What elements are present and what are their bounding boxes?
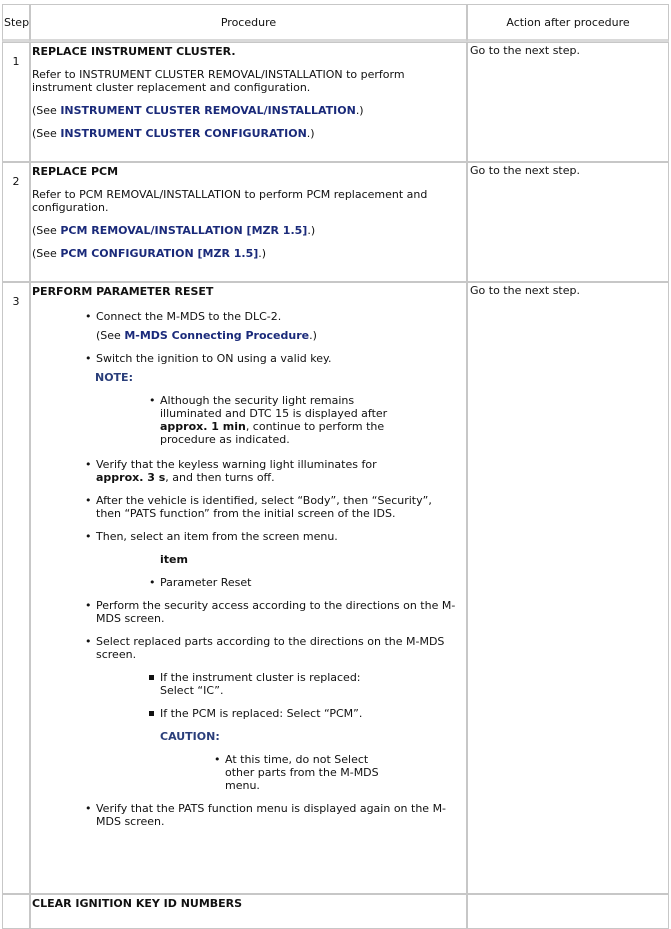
list-item: • Perform the security access according to the directions on the M-MDS screen. <box>85 599 456 625</box>
procedure-list <box>32 352 460 365</box>
bullet-icon: • <box>85 494 92 507</box>
bullet-icon: • <box>149 394 156 407</box>
see-reference: (See PCM CONFIGURATION [MZR 1.5].) <box>32 247 267 260</box>
bullet-icon: • <box>85 599 92 612</box>
action-cell: Go to the next step. <box>467 282 669 894</box>
bullet-icon: • <box>85 310 92 323</box>
list-item: • Verify that the PATS function menu is displayed again on the M-MDS screen. <box>85 802 447 828</box>
table-row <box>2 282 669 894</box>
list-item: • After the vehicle is identified, select “Body”, then “Security”, then “PATS function” from the initial screen of the IDS. <box>85 494 432 520</box>
square-bullet-icon <box>149 675 154 680</box>
list-item: • Select replaced parts according to the directions on the M-MDS screen. <box>85 635 445 661</box>
reference-link[interactable]: PCM REMOVAL/INSTALLATION [MZR 1.5] <box>60 224 308 237</box>
procedure-list <box>32 599 460 661</box>
reference-link[interactable]: M-MDS Connecting Procedure <box>124 329 310 342</box>
step-text: Refer to INSTRUMENT CLUSTER REMOVAL/INSTALLATION to perform instrument cluster replacement and configuration. <box>32 68 405 94</box>
step-text: Refer to PCM REMOVAL/INSTALLATION to perform PCM replacement and configuration. <box>32 188 428 214</box>
bullet-icon: • <box>85 458 92 471</box>
procedure-cell <box>30 894 467 929</box>
step-number <box>2 894 30 929</box>
table-row <box>2 894 669 929</box>
list-item: • Verify that the keyless warning light illuminates for approx. 3 s, and then turns off. <box>85 458 377 484</box>
note-label: NOTE: <box>95 371 133 384</box>
caution-label: CAUTION: <box>160 730 220 743</box>
procedure-list <box>32 802 460 828</box>
bullet-icon: • <box>214 753 221 766</box>
caution-list <box>32 753 460 792</box>
header-procedure: Procedure <box>30 4 467 42</box>
list-item: If the PCM is replaced: Select “PCM”. <box>32 707 460 720</box>
list-item: • Although the security light remains illuminated and DTC 15 is displayed after approx. 1 min, continue to perform the procedure as indicated. <box>149 394 388 446</box>
list-item: • At this time, do not Select other parts from the M-MDS menu. <box>214 753 379 792</box>
square-bullet-icon <box>149 711 154 716</box>
header-step: Step <box>2 4 30 42</box>
step-title: REPLACE INSTRUMENT CLUSTER. <box>32 45 236 58</box>
bullet-icon: • <box>85 352 92 365</box>
list-item: • Parameter Reset <box>149 576 252 589</box>
list-item: • Connect the M-MDS to the DLC-2. <box>85 310 282 323</box>
reference-link[interactable]: PCM CONFIGURATION [MZR 1.5] <box>60 247 259 260</box>
step-title: PERFORM PARAMETER RESET <box>32 285 214 298</box>
bullet-icon: • <box>85 635 92 648</box>
procedure-cell <box>30 282 467 894</box>
step-title: REPLACE PCM <box>32 165 119 178</box>
see-reference: (See M-MDS Connecting Procedure.) <box>96 329 317 342</box>
procedure-list <box>32 458 460 543</box>
table-row <box>2 42 669 162</box>
action-cell: Go to the next step. <box>467 42 669 162</box>
procedure-cell <box>30 42 467 162</box>
procedure-table <box>2 4 669 929</box>
note-list <box>32 394 460 446</box>
list-item: If the instrument cluster is replaced: Select “IC”. <box>32 671 460 697</box>
replaced-parts-list <box>32 671 460 720</box>
step-title: CLEAR IGNITION KEY ID NUMBERS <box>32 897 243 910</box>
list-item: • Switch the ignition to ON using a valid key. <box>85 352 332 365</box>
list-item: • Then, select an item from the screen menu. <box>85 530 338 543</box>
bullet-icon: • <box>85 802 92 815</box>
action-cell <box>467 894 669 929</box>
table-row <box>2 162 669 282</box>
reference-link[interactable]: INSTRUMENT CLUSTER CONFIGURATION <box>60 127 307 140</box>
see-reference: (See PCM REMOVAL/INSTALLATION [MZR 1.5].) <box>32 224 316 237</box>
bullet-icon: • <box>85 530 92 543</box>
step-number: 1 <box>2 42 30 162</box>
item-list <box>32 576 460 589</box>
header-row <box>2 4 669 42</box>
see-reference: (See INSTRUMENT CLUSTER REMOVAL/INSTALLATION.) <box>32 104 364 117</box>
action-cell: Go to the next step. <box>467 162 669 282</box>
reference-link[interactable]: INSTRUMENT CLUSTER REMOVAL/INSTALLATION <box>60 104 356 117</box>
step-number: 3 <box>2 282 30 894</box>
item-label: item <box>160 553 188 566</box>
bullet-icon: • <box>149 576 156 589</box>
step-number: 2 <box>2 162 30 282</box>
procedure-cell <box>30 162 467 282</box>
header-action: Action after procedure <box>467 4 669 42</box>
see-reference: (See INSTRUMENT CLUSTER CONFIGURATION.) <box>32 127 315 140</box>
procedure-list <box>32 310 460 323</box>
